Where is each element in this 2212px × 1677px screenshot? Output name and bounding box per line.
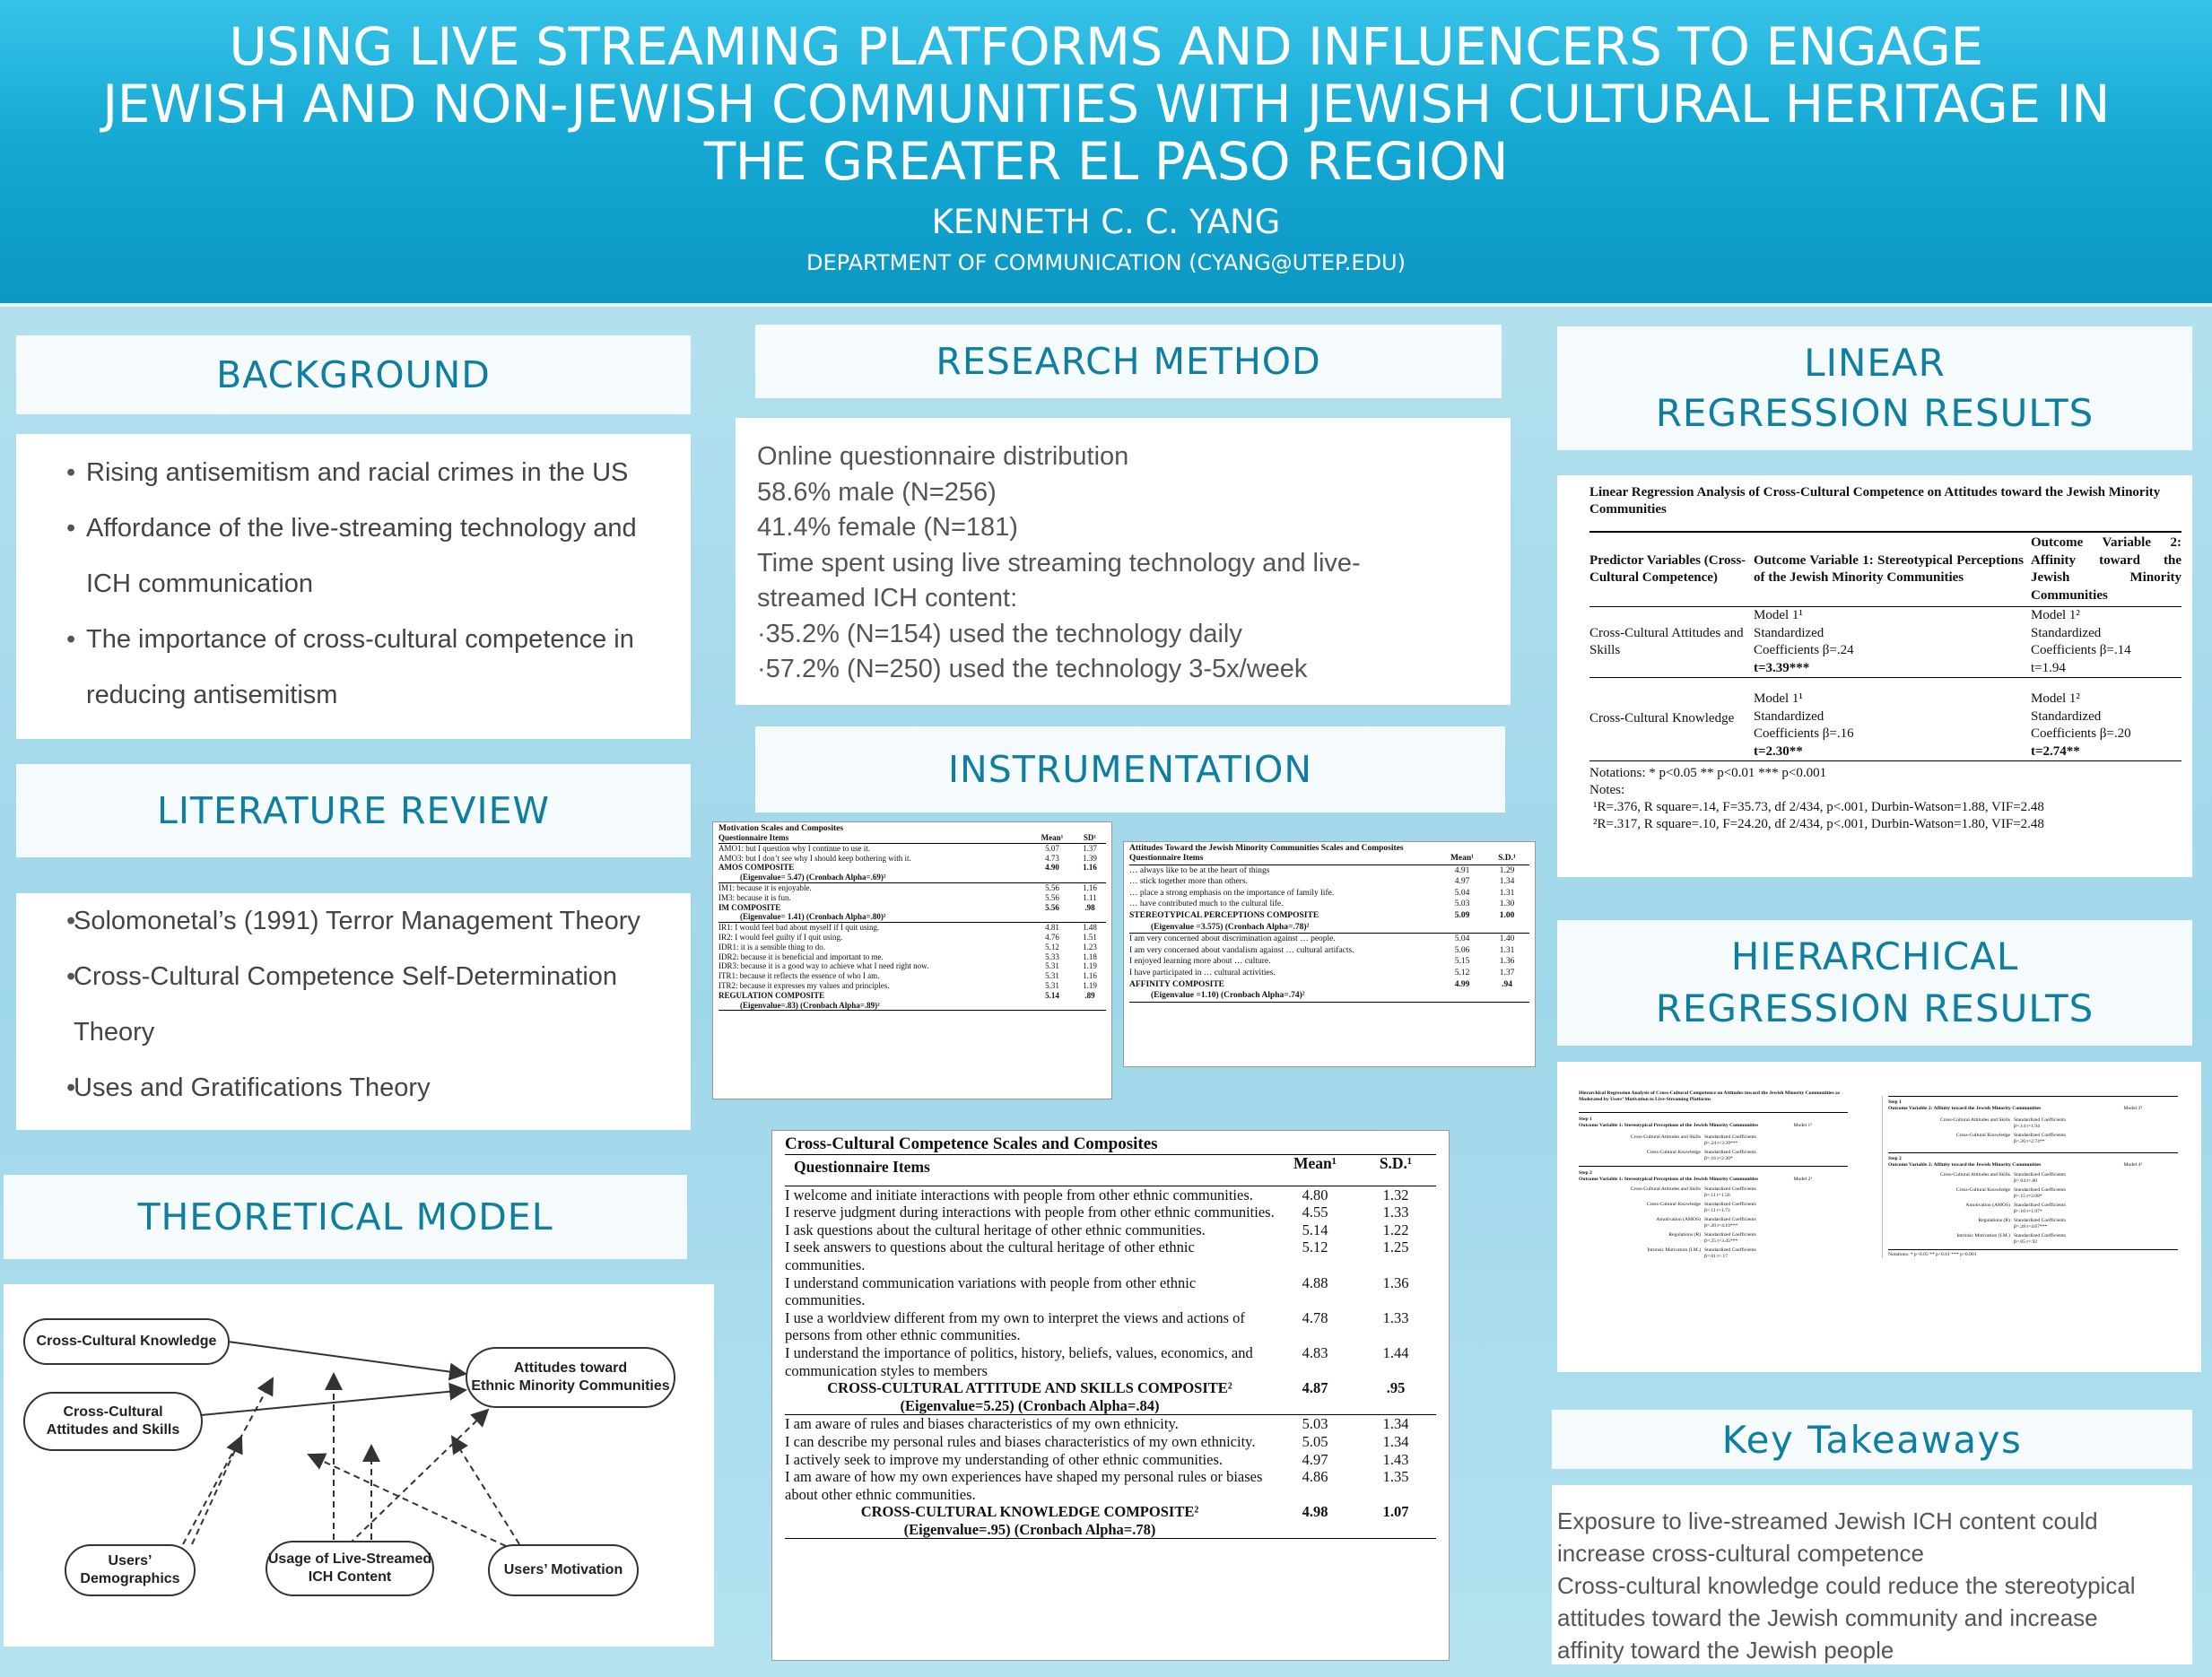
table-row: IM3: because it is fun. 5.56 1.11 xyxy=(718,892,1097,902)
table-row: I am very concerned about discrimination against … people. 5.04 1.40 xyxy=(1129,934,1515,944)
table-row: ITR2: because it expresses my values and principles. 5.31 1.19 xyxy=(718,980,1097,990)
background-item-cont: ICH communication xyxy=(86,569,314,598)
motivation-rows xyxy=(718,843,1106,1011)
literature-item-cont: Theory xyxy=(74,1018,155,1047)
hier-row: Cross-Cultural Knowledge Standardized Coefficients β=.20 t=2.74** xyxy=(1955,1133,2066,1144)
method-line: ·35.2% (N=154) used the technology daily xyxy=(757,619,1242,648)
poster-title xyxy=(0,0,2212,190)
literature-item: • Solomonetal’s (1991) Terror Management Theory xyxy=(16,893,691,949)
theory-heading: THEORETICAL MODEL xyxy=(4,1175,687,1259)
linear-table: Predictor Variables (Cross-Cultural Competence) Outcome Variable 1: Stereotypical Perceptions of the Jewish Minority Communities Outcome Variable 2: Affinity toward the Jewish Minority Communities Cross-Cultural Attitudes and Skills Model 1¹ Standardized Coefficients β=.24 t=3.39*** Model 1² Standardized Coefficients β=.14 t=1.94 Cross-Cultural Knowledge Model 1¹ Standardized Coefficients β=.16 t=2.30** Model 1² Standardized Coefficients β=.20 t=2.74** xyxy=(1589,531,2182,761)
table-row: I actively seek to improve my understanding of other ethnic communities. 4.97 1.43 xyxy=(785,1450,1409,1468)
method-line: 41.4% female (N=181) xyxy=(757,513,1018,542)
linear-notations: Notations: * p<0.05 ** p<0.01 *** p<0.001 xyxy=(1589,766,1827,780)
background-item: • Rising antisemitism and racial crimes in the US xyxy=(16,445,691,500)
node-cross-cultural-knowledge: Cross-Cultural Knowledge xyxy=(23,1318,230,1365)
title-line: THE GREATER EL PASO REGION xyxy=(703,131,1509,192)
table-row: I seek answers to questions about the cultural heritage of other ethnic communities. 5.12 1.25 xyxy=(785,1238,1409,1273)
table-row: AMO1: but I question why I continue to use it. 5.07 1.37 xyxy=(718,843,1097,853)
node-users-demographics: Users’ Demographics xyxy=(65,1544,196,1596)
table-row: STEREOTYPICAL PERCEPTIONS COMPOSITE 5.09 1.00 xyxy=(1129,910,1515,920)
takeaway-line: affinity toward the Jewish people xyxy=(1557,1637,1894,1664)
table-row: … stick together more than others. 4.97 1.34 xyxy=(1129,877,1515,887)
hier-row: Regulations (R) Standardized Coefficients β=.28 t=4.67*** xyxy=(1978,1218,2066,1230)
background-item-cont: reducing antisemitism xyxy=(86,681,338,709)
table-row: IR2: I would feel guilty if I quit using. 4.76 1.51 xyxy=(718,932,1097,942)
hier-row: Intrinsic Motivation (I.M.) Standardized Coefficients β=.05 t=.92 xyxy=(1956,1233,2066,1245)
table-row: IDR2: because it is beneficial and important to me. 5.33 1.18 xyxy=(718,951,1097,961)
hier-row: Cross-Cultural Attitudes and Skills Standardized Coefficients β=.24 t=3.39*** xyxy=(1630,1134,1756,1146)
literature-panel xyxy=(16,893,691,1130)
node-cross-cultural-attitudes: Cross-Cultural Attitudes and Skills xyxy=(23,1392,203,1451)
title-line: JEWISH AND NON-JEWISH COMMUNITIES WITH JEWISH CULTURAL HERITAGE IN xyxy=(102,74,2110,135)
takeaway-line: increase cross-cultural competence xyxy=(1557,1540,1924,1567)
table-row: I ask questions about the cultural heritage of other ethnic communities. 5.14 1.22 xyxy=(785,1221,1409,1238)
node-users-motivation: Users’ Motivation xyxy=(488,1544,639,1596)
table-row: (Eigenvalue= 5.47) (Cronbach Alpha=.69)² xyxy=(718,873,1106,882)
linear-note: ²R=.317, R square=.10, F=24.20, df 2/434, p<.001, Durbin-Watson=1.80, VIF=2.48 xyxy=(1593,817,2044,831)
table-row: (Eigenvalue =3.575) (Cronbach Alpha=.78)² xyxy=(1129,922,1529,934)
hier-row: Intrinsic Motivation (I.M.) Standardized Coefficients β=.01 t=.17 xyxy=(1647,1247,1756,1259)
method-line: 58.6% male (N=256) xyxy=(757,477,997,507)
node-usage-live-streamed: Usage of Live-Streamed ICH Content xyxy=(266,1541,434,1596)
competence-table-title: Cross-Cultural Competence Scales and Composites xyxy=(785,1134,1158,1153)
table-row: ITR1: because it reflects the essence of who I am. 5.31 1.16 xyxy=(718,971,1097,981)
competence-rows xyxy=(785,1186,1436,1539)
table-row: CROSS-CULTURAL ATTITUDE AND SKILLS COMPOSITE² 4.87 .95 xyxy=(827,1379,1406,1397)
hierarchical-heading: HIERARCHICAL REGRESSION RESULTS xyxy=(1557,920,2192,1046)
takeaway-line: attitudes toward the Jewish community and increase xyxy=(1557,1604,2098,1631)
method-line: ·57.2% (N=250) used the technology 3-5x/week xyxy=(757,655,1308,683)
competence-table: Cross-Cultural Competence Scales and Composites Questionnaire Items Mean¹ S.D.¹ I welcome and initiate interactions with people from other ethnic communities. 4.80 1.32 I reserve judgment during interactions with people from other ethnic communities. 4.55 1.33 I ask questions about the cultural heritage of other ethnic communities. 5.14 1.22 I seek answers to questions about the cultural heritage of other ethnic communities. 5.12 1.25 I understand communication variations with people from other ethnic communities. 4.88 1.36 I use a worldview different from my own to interpret the views and actions of persons from other ethnic communities. 4.78 1.33 I understand the importance of politics, history, beliefs, values, economics, and communication styles to members 4.83 1.44 CROSS-CULTURAL ATTITUDE AND SKILLS COMPOSITE² 4.87 .95 (Eigenvalue=5.25) (Cronbach Alpha=.84) I am aware of rules and biases characteristics of my own ethnicity. 5.03 1.34 I can describe my personal rules and biases characteristics of my own ethnicity. 5.05 1.34 I actively seek to improve my understanding of other ethnic communities. 4.97 1.43 I am aware of how my own experiences have shaped my personal rules or biases about other ethnic communities. 4.86 1.35 CROSS-CULTURAL KNOWLEDGE COMPOSITE² 4.98 1.07 (Eigenvalue=.95) (Cronbach Alpha=.78) xyxy=(771,1130,1450,1661)
table-row: I reserve judgment during interactions with people from other ethnic communities. 4.55 1.33 xyxy=(785,1203,1409,1221)
author-department: DEPARTMENT OF COMMUNICATION (CYANG@UTEP.EDU) xyxy=(806,250,1406,275)
instrumentation-heading: INSTRUMENTATION xyxy=(755,726,1505,812)
hier-row: Amotivation (AMOS) Standardized Coefficients β=.10 t=1.97* xyxy=(1965,1203,2066,1214)
node-attitudes-toward-minorities: Attitudes toward Ethnic Minority Communities xyxy=(466,1347,675,1408)
table-row: I enjoyed learning more about … culture. 5.15 1.36 xyxy=(1129,957,1515,967)
motivation-table-title: Motivation Scales and Composites xyxy=(718,824,844,833)
attitudes-rows xyxy=(1129,865,1529,1002)
background-heading: BACKGROUND xyxy=(16,335,691,414)
hierarchical-right-table: Step 1 Outcome Variable 2: Affinity toward the Jewish Minority Communities Model 3³ Cross-Cultural Attitudes and Skills Standardized Coefficients β=.14 t=1.94 Cross-Cultural Knowledge Standardized Coefficients β=.20 t=2.74** Step 2 Outcome Variable 2: Affinity toward the Jewish Minority Communities Model 4³ Cross-Cultural Attitudes and Skills Standardized Coefficients β=.04 t=.60 Cross-Cultural Knowledge Standardized Coefficients β=.15 t=2.08* Amotivation (AMOS) Standardized Coefficients β=.10 t=1.97* Regulations (R) Standardized Coefficients β=.28 t=4.67*** Intrinsic Motivation (I.M.) Standardized Coefficients β=.05 t=.92 Notations: * p<0.05 ** p<0.01 *** p<0.001 xyxy=(1882,1096,2178,1258)
table-row: REGULATION COMPOSITE 5.14 .89 xyxy=(718,990,1095,1000)
table-row: (Eigenvalue =1.10) (Cronbach Alpha=.74)² xyxy=(1129,990,1529,1002)
title-line: USING LIVE STREAMING PLATFORMS AND INFLUENCERS TO ENGAGE xyxy=(229,16,1983,77)
hierarchical-left-table: Hierarchical Regression Analysis of Cross-Cultural Competence on Attitudes toward the Jewish Minority Communities as Moderated by Users’ Motivation to Live-Streaming Platforms Step 1 Outcome Variable 1: Stereotypical Perceptions of the Jewish Minority Communities Model 1³ Cross-Cultural Attitudes and Skills Standardized Coefficients β=.24 t=3.39*** Cross-Cultural Knowledge Standardized Coefficients β=.16 t=2.30* Step 2 Outcome Variable 1: Stereotypical Perceptions of the Jewish Minority Communities Model 2³ Cross-Cultural Attitudes and Skills Standardized Coefficients β=.11 t=1.56 Cross-Cultural Knowledge Standardized Coefficients β=.11 t=1.73 Amotivation (AMOS) Standardized Coefficients β=.20 t=4.10*** Regulations (R) Standardized Coefficients β=.25 t=3.45*** Intrinsic Motivation (I.M.) Standardized Coefficients β=.01 t=.17 xyxy=(1579,1090,1848,1263)
takeaways-heading: Key Takeaways xyxy=(1552,1410,2192,1469)
method-panel xyxy=(736,418,1511,705)
table-row: IM COMPOSITE 5.56 .98 xyxy=(718,902,1095,912)
motivation-table: Motivation Scales and Composites Questionnaire Items Mean¹ SD¹ AMO1: but I question why I continue to use it. 5.07 1.37 AMO3: but I don’t see why I should keep bothering with it. 4.73 1.39 AMOS COMPOSITE 4.90 1.16 (Eigenvalue= 5.47) (Cronbach Alpha=.69)² IM1: because it is enjoyable. 5.56 1.16 IM3: because it is fun. 5.56 1.11 IM COMPOSITE 5.56 .98 (Eigenvalue= 1.41) (Cronbach Alpha=.80)² IR1: I would feel bad about myself if I quit using. 4.81 1.48 IR2: I would feel guilty if I quit using. 4.76 1.51 IDR1: it is a sensible thing to do. 5.12 1.23 IDR2: because it is beneficial and important to me. 5.33 1.18 IDR3: because it is a good way to achieve what I need right now. 5.31 1.19 ITR1: because it reflects the essence of who I am. 5.31 1.16 ITR2: because it expresses my values and principles. 5.31 1.19 REGULATION COMPOSITE 5.14 .89 (Eigenvalue=.83) (Cronbach Alpha=.89)² xyxy=(712,821,1112,1099)
hier-row: Cross-Cultural Knowledge Standardized Coefficients β=.15 t=2.08* xyxy=(1955,1187,2066,1199)
table-row: IR1: I would feel bad about myself if I quit using. 4.81 1.48 xyxy=(718,923,1097,933)
literature-item: • Cross-Cultural Competence Self-Determination xyxy=(16,949,691,1004)
table-row: … have contributed much to the cultural life. 5.03 1.30 xyxy=(1129,899,1515,909)
table-row: CROSS-CULTURAL KNOWLEDGE COMPOSITE² 4.98 1.07 xyxy=(860,1503,1409,1521)
attitudes-table: Attitudes Toward the Jewish Minority Communities Scales and Composites Questionnaire Items Mean¹ S.D.¹ … always like to be at the heart of things 4.91 1.29 … stick together more than others. 4.97 1.34 … place a strong emphasis on the importance of family life. 5.04 1.31 … have contributed much to the cultural life. 5.03 1.30 STEREOTYPICAL PERCEPTIONS COMPOSITE 5.09 1.00 (Eigenvalue =3.575) (Cronbach Alpha=.78)² I am very concerned about discrimination against … people. 5.04 1.40 I am very concerned about vandalism against … cultural artifacts. 5.06 1.31 I enjoyed learning more about … culture. 5.15 1.36 I have participated in … cultural activities. 5.12 1.37 AFFINITY COMPOSITE 4.99 .94 (Eigenvalue =1.10) (Cronbach Alpha=.74)² xyxy=(1123,841,1536,1067)
poster-header xyxy=(0,0,2212,307)
background-item: • Affordance of the live-streaming technology and xyxy=(16,500,691,556)
linear-panel xyxy=(1557,475,2192,877)
theory-diagram xyxy=(4,1284,714,1647)
table-row: I am aware of rules and biases characteristics of my own ethnicity. 5.03 1.34 xyxy=(785,1415,1409,1433)
takeaway-line: Cross-cultural knowledge could reduce the stereotypical xyxy=(1557,1572,2136,1599)
hier-row: Cross-Cultural Attitudes and Skills Standardized Coefficients β=.11 t=1.56 xyxy=(1630,1186,1756,1198)
hierarchical-panel xyxy=(1557,1062,2201,1372)
method-line: streamed ICH content: xyxy=(757,584,1018,613)
method-line: Time spent using live streaming technology and live- xyxy=(757,548,1361,578)
background-item: • The importance of cross-cultural competence in xyxy=(16,612,691,667)
table-row: I use a worldview different from my own to interpret the views and actions of persons from other ethnic communities. 4.78 1.33 xyxy=(785,1308,1409,1344)
table-row: (Eigenvalue= 1.41) (Cronbach Alpha=.80)² xyxy=(718,912,1106,922)
table-row: AFFINITY COMPOSITE 4.99 .94 xyxy=(1129,979,1512,989)
table-row: I understand communication variations with people from other ethnic communities. 4.88 1.36 xyxy=(785,1273,1409,1309)
hier-row: Cross-Cultural Attitudes and Skills Standardized Coefficients β=.14 t=1.94 xyxy=(1939,1117,2066,1129)
method-line: Online questionnaire distribution xyxy=(757,442,1129,471)
literature-item: • Uses and Gratifications Theory xyxy=(16,1060,691,1116)
table-row: IM1: because it is enjoyable. 5.56 1.16 xyxy=(718,882,1097,892)
table-row: … place a strong emphasis on the importance of family life. 5.04 1.31 xyxy=(1129,888,1515,898)
table-row: I have participated in … cultural activities. 5.12 1.37 xyxy=(1129,968,1515,978)
hier-row: Cross-Cultural Knowledge Standardized Coefficients β=.16 t=2.30* xyxy=(1646,1150,1756,1161)
table-row: I am very concerned about vandalism against … cultural artifacts. 5.06 1.31 xyxy=(1129,945,1515,955)
table-row: I am aware of how my own experiences have shaped my personal rules or biases about other ethnic communities. 4.86 1.35 xyxy=(785,1468,1409,1503)
attitudes-table-title: Attitudes Toward the Jewish Minority Communities Scales and Composites xyxy=(1129,844,1404,853)
linear-table-title: Linear Regression Analysis of Cross-Cultural Competence on Attitudes toward the Jewish Minority Communities xyxy=(1589,485,2161,517)
table-row: IDR1: it is a sensible thing to do. 5.12 1.23 xyxy=(718,942,1097,951)
table-row: … always like to be at the heart of things 4.91 1.29 xyxy=(1129,865,1515,875)
hier-row: Cross-Cultural Knowledge Standardized Coefficients β=.11 t=1.73 xyxy=(1646,1202,1756,1213)
table-row: I welcome and initiate interactions with people from other ethnic communities. 4.80 1.32 xyxy=(785,1186,1409,1203)
table-row: AMOS COMPOSITE 4.90 1.16 xyxy=(718,863,1097,873)
takeaway-line: Exposure to live-streamed Jewish ICH content could xyxy=(1557,1508,2098,1534)
table-row: (Eigenvalue=.83) (Cronbach Alpha=.89)² xyxy=(718,1001,1106,1011)
background-panel xyxy=(16,434,691,739)
table-row: IDR3: because it is a good way to achieve what I need right now. 5.31 1.19 xyxy=(718,961,1097,971)
table-row: AMO3: but I don’t see why I should keep bothering with it. 4.73 1.39 xyxy=(718,853,1097,863)
hier-row: Amotivation (AMOS) Standardized Coefficients β=.20 t=4.10*** xyxy=(1656,1217,1756,1229)
hier-row: Cross-Cultural Attitudes and Skills Standardized Coefficients β=.04 t=.60 xyxy=(1939,1172,2066,1184)
table-row: I understand the importance of politics, history, beliefs, values, economics, and communication styles to members 4.83 1.44 xyxy=(785,1343,1409,1379)
takeaways-panel xyxy=(1552,1485,2192,1664)
table-row: (Eigenvalue=5.25) (Cronbach Alpha=.84) xyxy=(785,1397,1436,1415)
table-row: I can describe my personal rules and biases characteristics of my own ethnicity. 5.05 1.34 xyxy=(785,1432,1409,1450)
linear-note: ¹R=.376, R square=.14, F=35.73, df 2/434, p<.001, Durbin-Watson=1.88, VIF=2.48 xyxy=(1593,800,2044,814)
literature-heading: LITERATURE REVIEW xyxy=(16,764,691,857)
author-name: KENNETH C. C. YANG xyxy=(931,203,1281,241)
linear-notes-label: Notes: xyxy=(1589,783,1625,797)
table-row: (Eigenvalue=.95) (Cronbach Alpha=.78) xyxy=(785,1521,1436,1539)
linear-heading: LINEAR REGRESSION RESULTS xyxy=(1557,326,2192,450)
method-heading: RESEARCH METHOD xyxy=(755,325,1502,398)
hier-row: Regulations (R) Standardized Coefficients β=.25 t=3.45*** xyxy=(1668,1232,1756,1244)
